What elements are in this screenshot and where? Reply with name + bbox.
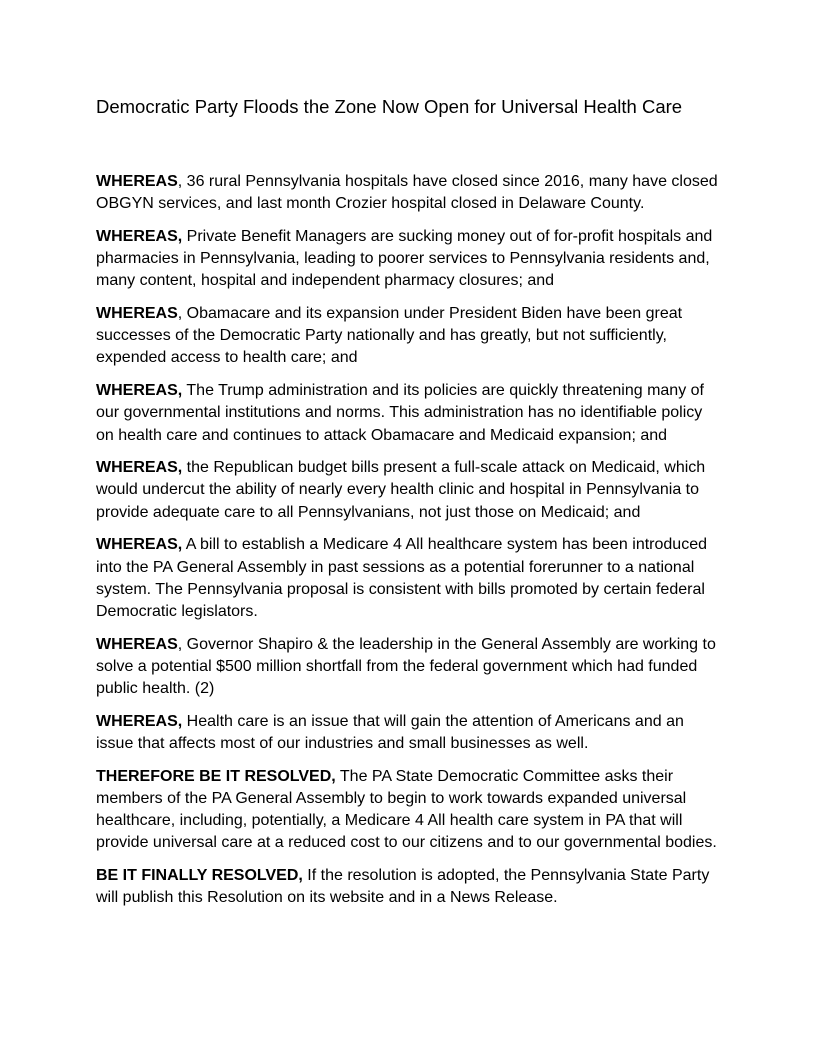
paragraph-whereas-hospital-closures — [96, 171, 724, 215]
document-page — [96, 94, 724, 920]
paragraph-keyword: BE IT FINALLY RESOLVED, — [96, 866, 303, 884]
paragraph-text: A bill to establish a Medicare 4 All healthcare system has been introduced into the PA General Assembly in past sessions as a potential forerunner to a national system. The Pennsylvania proposal is consistent with bills promoted by certain federal Democratic legislators. — [96, 536, 707, 620]
paragraph-text: , Obamacare and its expansion under President Biden have been great successes of the Democratic Party nationally and has greatly, but not sufficiently, expended access to health care; and — [96, 305, 683, 367]
paragraph-keyword: WHEREAS — [96, 305, 178, 323]
paragraph-whereas-health-care-issue — [96, 711, 724, 755]
paragraph-keyword: THEREFORE BE IT RESOLVED, — [96, 767, 336, 785]
paragraph-whereas-obamacare — [96, 303, 724, 370]
paragraph-keyword: WHEREAS, — [96, 382, 183, 400]
paragraph-keyword: WHEREAS — [96, 173, 178, 190]
paragraph-keyword: WHEREAS, — [96, 227, 183, 245]
paragraph-keyword: WHEREAS, — [96, 536, 183, 554]
document-title: Democratic Party Floods the Zone Now Open for Universal Health Care — [96, 96, 683, 117]
paragraph-text: If the resolution is adopted, the Pennsylvania State Party will publish this Resolution on its website and in a News Release. — [96, 866, 710, 907]
paragraph-text: The Trump administration and its policies are quickly threatening many of our governmental institutions and norms. This administration has no identifiable policy on health care and continues to attack Obamacare and Medicaid expansion; and — [96, 382, 704, 444]
paragraph-text: Health care is an issue that will gain the attention of Americans and an issue that affects most of our industries and small businesses as well. — [96, 712, 684, 752]
paragraph-text: , Governor Shapiro & the leadership in the General Assembly are working to solve a potential $500 million shortfall from the federal government which had funded public health. (2) — [96, 635, 716, 698]
paragraph-whereas-budget-bills — [96, 457, 724, 524]
paragraph-keyword: WHEREAS — [96, 635, 178, 653]
paragraph-keyword: WHEREAS, — [96, 459, 183, 477]
paragraph-finally-resolved — [96, 865, 724, 909]
paragraph-therefore-resolved — [96, 766, 724, 855]
paragraph-whereas-medicare-bill — [96, 534, 724, 623]
paragraph-whereas-benefit-managers — [96, 226, 724, 293]
paragraph-whereas-trump-administration — [96, 380, 724, 447]
paragraph-text: Private Benefit Managers are sucking money out of for-profit hospitals and pharmacies in Pennsylvania, leading to poorer services to Pennsylvania residents and, many content, hospital and independent pharmacy closures; and — [96, 227, 713, 290]
paragraph-keyword: WHEREAS, — [96, 712, 183, 730]
paragraph-whereas-governor-shapiro — [96, 634, 724, 701]
paragraph-text: the Republican budget bills present a full-scale attack on Medicaid, which would undercut the ability of nearly every health clinic and hospital in Pennsylvania to provide adequate care to all Pennsylvanians, not just those on Medicaid; and — [96, 459, 706, 521]
paragraph-text: The PA State Democratic Committee asks their members of the PA General Assembly to begin to work towards expanded universal healthcare, including, potentially, a Medicare 4 All health care system in PA that will provide universal care at a reduced cost to our citizens and to our governmental bodies. — [96, 767, 717, 852]
paragraph-text: , 36 rural Pennsylvania hospitals have closed since 2016, many have closed OBGYN services, and last month Crozier hospital closed in Delaware County. — [96, 173, 718, 213]
